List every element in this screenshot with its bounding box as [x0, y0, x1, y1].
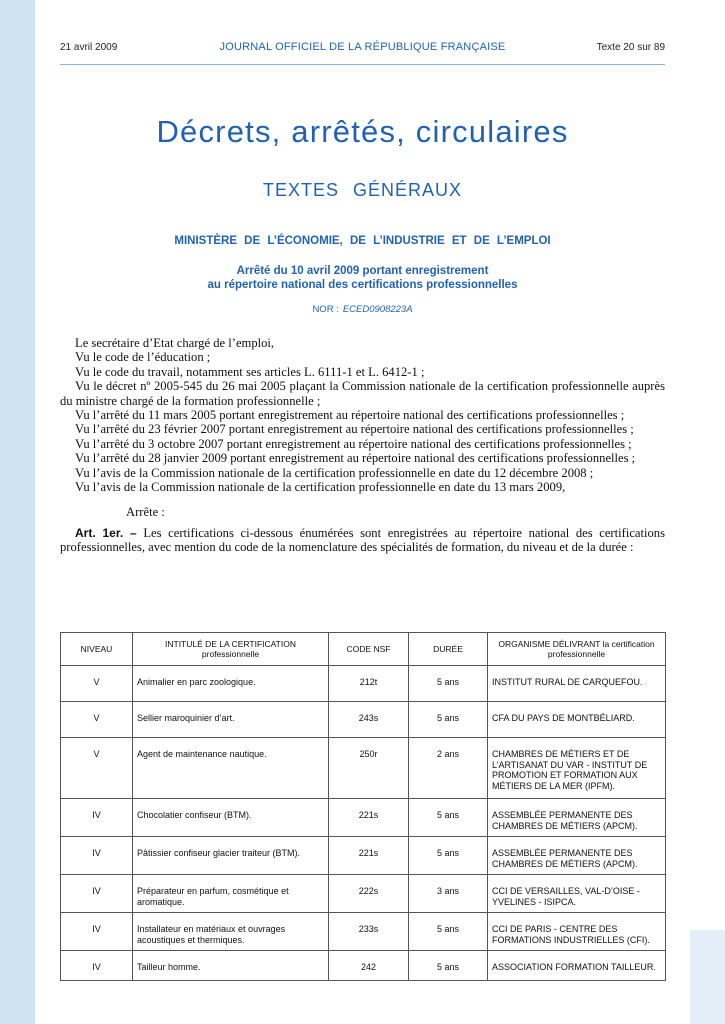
cell-duree: 5 ans: [409, 702, 488, 738]
header-page-number: Texte 20 sur 89: [596, 42, 665, 53]
cell-intitule: Préparateur en parfum, cosmétique et aromatique.: [133, 875, 329, 913]
table-row: [61, 875, 666, 913]
cell-code: 233s: [329, 913, 409, 951]
table-row: [61, 837, 666, 875]
cell-duree: 5 ans: [409, 913, 488, 951]
paragraph-vu-education: Vu le code de l’éducation ;: [75, 350, 211, 365]
article-1: [60, 526, 665, 555]
cell-niveau: V: [61, 702, 133, 738]
cell-intitule: Chocolatier confiseur (BTM).: [133, 799, 329, 837]
nor-reference: [60, 304, 665, 315]
cell-organisme: ASSEMBLÉE PERMANENTE DES CHAMBRES DE MÉTIERS (APCM).: [488, 799, 666, 837]
cell-code: 222s: [329, 875, 409, 913]
certifications-table: [60, 632, 666, 981]
cell-duree: 5 ans: [409, 666, 488, 702]
cell-niveau: IV: [61, 875, 133, 913]
paragraph-vu-arrete-2005: Vu l’arrêté du 11 mars 2005 portant enregistrement au répertoire national des certifications professionnelles ;: [75, 408, 625, 423]
cell-code: 242: [329, 951, 409, 981]
cell-code: 243s: [329, 702, 409, 738]
cell-duree: 5 ans: [409, 799, 488, 837]
table-row: [61, 951, 666, 981]
header-intitule: INTITULÉ DE LA CERTIFICATION professionnelle: [133, 633, 329, 666]
paragraph-vu-travail: Vu le code du travail, notamment ses articles L. 6111-1 et L. 6412-1 ;: [75, 364, 425, 379]
cell-niveau: IV: [61, 913, 133, 951]
header-code-nsf: CODE NSF: [329, 633, 409, 666]
cell-duree: 3 ans: [409, 875, 488, 913]
article-1-label: Art. 1er. –: [75, 525, 137, 540]
nor-code: ECED0908223A: [342, 304, 413, 315]
table-row: [61, 913, 666, 951]
cell-intitule: Agent de maintenance nautique.: [133, 738, 329, 799]
cell-organisme: ASSEMBLÉE PERMANENTE DES CHAMBRES DE MÉTIERS (APCM).: [488, 837, 666, 875]
header-date: 21 avril 2009: [60, 42, 118, 53]
article-1-text: Les certifications ci-dessous énumérées sont enregistrées au répertoire national des certifications professionnelles, avec mention du code de la nomenclature des spécialités de formation, du niveau et de la durée :: [60, 525, 665, 555]
cell-niveau: IV: [61, 837, 133, 875]
table-row: [61, 738, 666, 799]
right-margin-band: [690, 930, 725, 1024]
cell-code: 221s: [329, 799, 409, 837]
cell-niveau: IV: [61, 799, 133, 837]
main-title: Décrets, arrêtés, circulaires: [156, 114, 569, 149]
cell-niveau: V: [61, 666, 133, 702]
cell-duree: 5 ans: [409, 837, 488, 875]
cell-organisme: INSTITUT RURAL DE CARQUEFOU.: [488, 666, 666, 702]
cell-organisme: CCI DE VERSAILLES, VAL-D’OISE - YVELINES - ISIPCA.: [488, 875, 666, 913]
paragraph-vu-avis-2008: Vu l’avis de la Commission nationale de la certification professionnelle en date du 12 décembre 2008 ;: [75, 465, 594, 480]
cell-code: 212t: [329, 666, 409, 702]
cell-code: 250r: [329, 738, 409, 799]
cell-code: 221s: [329, 837, 409, 875]
cell-organisme: ASSOCIATION FORMATION TAILLEUR.: [488, 951, 666, 981]
nor-label: NOR :: [312, 304, 339, 315]
cell-intitule: Installateur en matériaux et ouvrages acoustiques et thermiques.: [133, 913, 329, 951]
arrete-title-line-2: au répertoire national des certifications professionnelles: [207, 279, 518, 291]
cell-duree: 2 ans: [409, 738, 488, 799]
cell-niveau: V: [61, 738, 133, 799]
paragraph-secretaire: Le secrétaire d’Etat chargé de l’emploi,: [75, 336, 275, 350]
cell-niveau: IV: [61, 951, 133, 981]
cell-intitule: Animalier en parc zoologique.: [133, 666, 329, 702]
page-header: [60, 42, 665, 58]
arrete-title-line-1: Arrêté du 10 avril 2009 portant enregistrement: [236, 265, 489, 277]
header-journal-name: JOURNAL OFFICIEL DE LA RÉPUBLIQUE FRANÇAISE: [219, 41, 506, 53]
arrete-word: Arrête :: [126, 505, 165, 520]
header-divider: [60, 64, 665, 65]
paragraph-vu-arrete-fev-2007: Vu l’arrêté du 23 février 2007 portant enregistrement au répertoire national des certifications professionnelles ;: [75, 422, 634, 437]
cell-intitule: Sellier maroquinier d’art.: [133, 702, 329, 738]
header-niveau: NIVEAU: [61, 633, 133, 666]
table-row: [61, 702, 666, 738]
arrete-title: [60, 264, 665, 292]
ministry-heading: MINISTÈRE DE L’ÉCONOMIE, DE L’INDUSTRIE ET DE L’EMPLOI: [174, 235, 551, 247]
paragraph-vu-arrete-2009: Vu l’arrêté du 28 janvier 2009 portant enregistrement au répertoire national des certifications professionnelles ;: [75, 451, 636, 466]
paragraph-vu-arrete-oct-2007: Vu l’arrêté du 3 octobre 2007 portant enregistrement au répertoire national des certifications professionnelles ;: [75, 436, 632, 451]
paragraph-vu-avis-2009: Vu l’avis de la Commission nationale de la certification professionnelle en date du 13 mars 2009,: [75, 480, 566, 495]
table-row: [61, 666, 666, 702]
cell-intitule: Tailleur homme.: [133, 951, 329, 981]
table-row: [61, 799, 666, 837]
section-title: TEXTES GÉNÉRAUX: [262, 180, 463, 200]
cell-organisme: CCI DE PARIS - CENTRE DES FORMATIONS INDUSTRIELLES (CFI).: [488, 913, 666, 951]
cell-organisme: CFA DU PAYS DE MONTBÉLIARD.: [488, 702, 666, 738]
paragraph-vu-decret: Vu le décret nº 2005-545 du 26 mai 2005 plaçant la Commission nationale de la certification professionnelle auprès du ministre chargé de la formation professionnelle ;: [60, 379, 665, 408]
document-body: [60, 336, 665, 555]
left-margin-band: [0, 0, 35, 1024]
cell-organisme: CHAMBRES DE MÉTIERS ET DE L’ARTISANAT DU VAR - INSTITUT DE PROMOTION ET FORMATION AUX MÉTIERS DE LA MER (IPFM).: [488, 738, 666, 799]
header-organisme: ORGANISME DÉLIVRANT la certification professionnelle: [488, 633, 666, 666]
table-header-row: [61, 633, 666, 666]
cell-intitule: Pâtissier confiseur glacier traiteur (BTM).: [133, 837, 329, 875]
header-duree: DURÉE: [409, 633, 488, 666]
cell-duree: 5 ans: [409, 951, 488, 981]
